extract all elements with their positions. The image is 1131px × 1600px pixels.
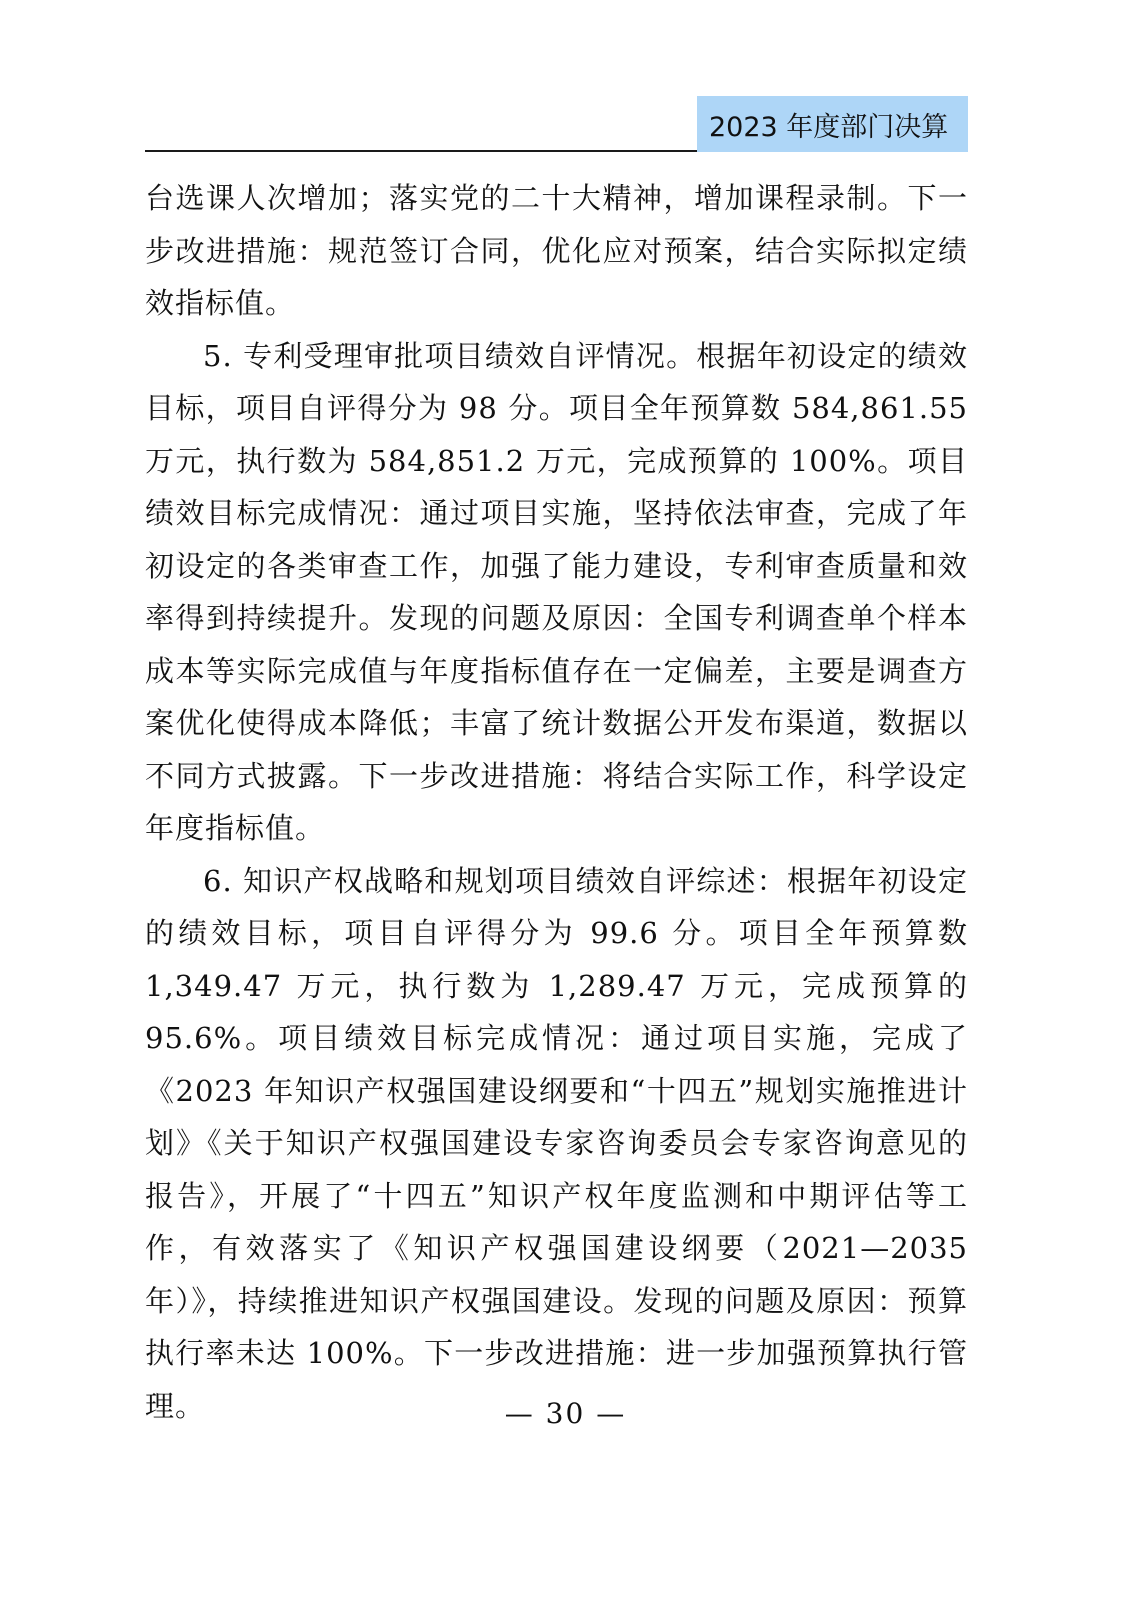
header-title-badge: 2023 年度部门决算 xyxy=(697,96,968,152)
page-number: — 30 — xyxy=(504,1397,627,1430)
document-body xyxy=(145,172,968,1432)
paragraph-continuation: 台选课人次增加；落实党的二十大精神，增加课程录制。下一步改进措施：规范签订合同，优化应对预案，结合实际拟定绩效指标值。 xyxy=(145,181,968,320)
paragraph-item-6: 6. 知识产权战略和规划项目绩效自评综述：根据年初设定的绩效目标，项目自评得分为 99.6 分。项目全年预算数 1,349.47 万元，执行数为 1,289.47 万元，完成预算的 95.6%。项目绩效目标完成情况：通过项目实施，完成了《2023 年知识产权强国建设纲要和“十四五”规划实施推进计划》《关于知识产权强国建设专家咨询委员会专家咨询意见的报告》，开展了“十四五”知识产权年度监测和中期评估等工作，有效落实了《知识产权强国建设纲要（2021—2035 年）》，持续推进知识产权强国建设。发现的问题及原因：预算执行率未达 100%。下一步改进措施：进一步加强预算执行管理。 xyxy=(145,863,968,1423)
paragraph-item-5: 5. 专利受理审批项目绩效自评情况。根据年初设定的绩效目标，项目自评得分为 98 分。项目全年预算数 584,861.55 万元，执行数为 584,851.2 万元，完成预算的 100%。项目绩效目标完成情况：通过项目实施，坚持依法审查，完成了年初设定的各类审查工作，加强了能力建设，专利审查质量和效率得到持续提升。发现的问题及原因：全国专利调查单个样本成本等实际完成值与年度指标值存在一定偏差，主要是调查方案优化使得成本降低；丰富了统计数据公开发布渠道，数据以不同方式披露。下一步改进措施：将结合实际工作，科学设定年度指标值。 xyxy=(145,338,968,845)
